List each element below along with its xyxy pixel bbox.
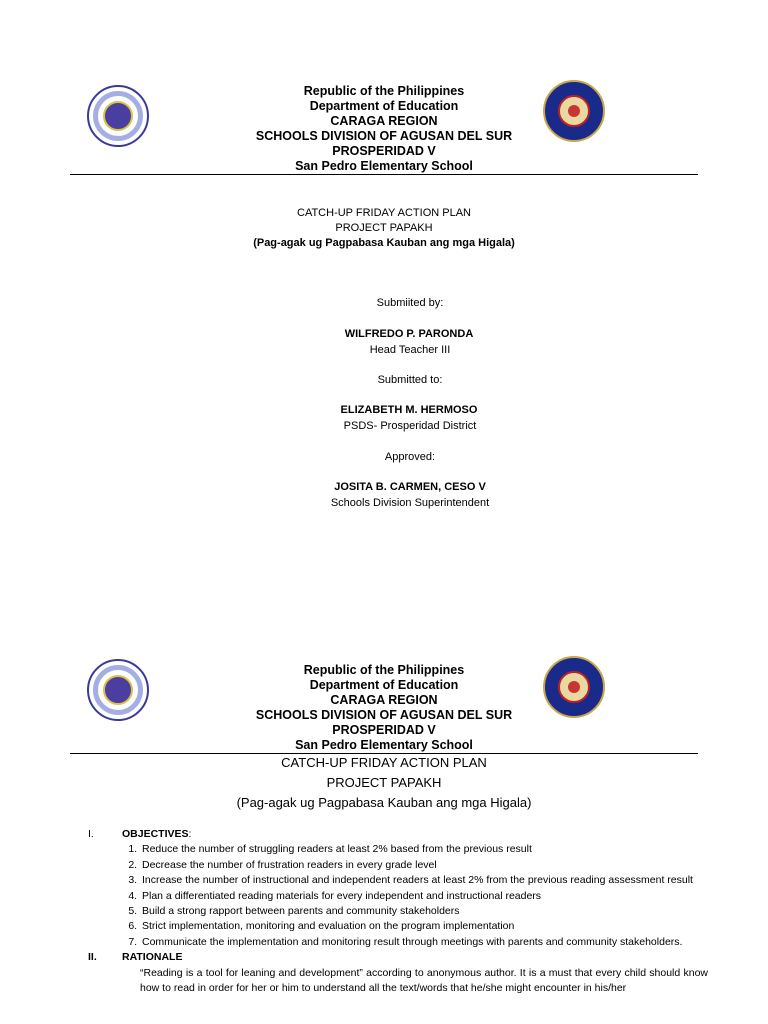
- header-line: SCHOOLS DIVISION OF AGUSAN DEL SUR: [255, 129, 513, 143]
- header-line: Department of Education: [309, 99, 459, 113]
- header-line: Republic of the Philippines: [303, 84, 465, 98]
- header-line: Republic of the Philippines: [303, 663, 465, 677]
- page2-title-line: CATCH-UP FRIDAY ACTION PLAN: [281, 755, 487, 770]
- objectives-list: [88, 842, 708, 950]
- plan-outline: [88, 827, 708, 996]
- submitted-to-label: Submitted to:: [377, 374, 443, 386]
- header-line: CARAGA REGION: [330, 114, 438, 128]
- section-title: RATIONALE: [122, 951, 183, 964]
- approved-title: Schools Division Superintendent: [330, 497, 490, 509]
- list-item: 6. Strict implementation, monitoring and evaluation on the program implementation: [140, 919, 708, 934]
- section-title-suffix: :: [188, 828, 192, 840]
- page2-title-line: (Pag-agak ug Pagpabasa Kauban ang mga Higala): [236, 795, 532, 810]
- list-item: 2. Decrease the number of frustration readers in every grade level: [140, 858, 708, 873]
- header-line: San Pedro Elementary School: [295, 738, 473, 752]
- header-divider: [70, 174, 698, 175]
- list-item: 7. Communicate the implementation and monitoring result through meetings with parents and community stakeholders.: [140, 935, 708, 950]
- section-number: II.: [88, 951, 97, 964]
- header-line: PROSPERIDAD V: [332, 144, 436, 158]
- submitted-by-label: Submiited by:: [376, 297, 444, 309]
- section-heading: [88, 827, 708, 842]
- header-line: Department of Education: [309, 678, 459, 692]
- submitted-to-title: PSDS- Prosperidad District: [343, 420, 477, 432]
- list-item: 3. Increase the number of instructional and independent readers at least 2% from the previous reading assessment result: [140, 873, 708, 888]
- section-heading: [88, 950, 708, 965]
- header-line: PROSPERIDAD V: [332, 723, 436, 737]
- submitted-by-title: Head Teacher III: [369, 344, 451, 356]
- section-number: I.: [88, 828, 94, 840]
- cover-title: [0, 206, 768, 251]
- page2-title: [0, 753, 768, 813]
- rationale-paragraph: “Reading is a tool for leaning and development” according to anonymous author. It is a must that every child should know how to read in order for her or him to understand all the text/words that he/she might encounter in his/her: [140, 966, 708, 995]
- header-line: San Pedro Elementary School: [295, 159, 473, 173]
- header-line: SCHOOLS DIVISION OF AGUSAN DEL SUR: [255, 708, 513, 722]
- cover-title-line: CATCH-UP FRIDAY ACTION PLAN: [297, 207, 471, 219]
- approved-label: Approved:: [384, 451, 436, 463]
- list-item: 1. Reduce the number of struggling readers at least 2% based from the previous result: [140, 842, 708, 857]
- section-title: OBJECTIVES: [122, 828, 189, 840]
- approved-name: JOSITA B. CARMEN, CESO V: [334, 481, 486, 493]
- page1-header: [70, 84, 698, 174]
- list-item: 4. Plan a differentiated reading materials for every independent and instructional readers: [140, 889, 708, 904]
- submitted-to-name: ELIZABETH M. HERMOSO: [340, 404, 478, 416]
- list-item: 5. Build a strong rapport between parents and community stakeholders: [140, 904, 708, 919]
- submitted-by-name: WILFREDO P. PARONDA: [344, 328, 474, 340]
- cover-title-line: PROJECT PAPAKH: [335, 222, 433, 234]
- header-line: CARAGA REGION: [330, 693, 438, 707]
- cover-title-line: (Pag-agak ug Pagpabasa Kauban ang mga Higala): [253, 237, 515, 249]
- page2-title-line: PROJECT PAPAKH: [326, 775, 442, 790]
- page2-header: [70, 663, 698, 753]
